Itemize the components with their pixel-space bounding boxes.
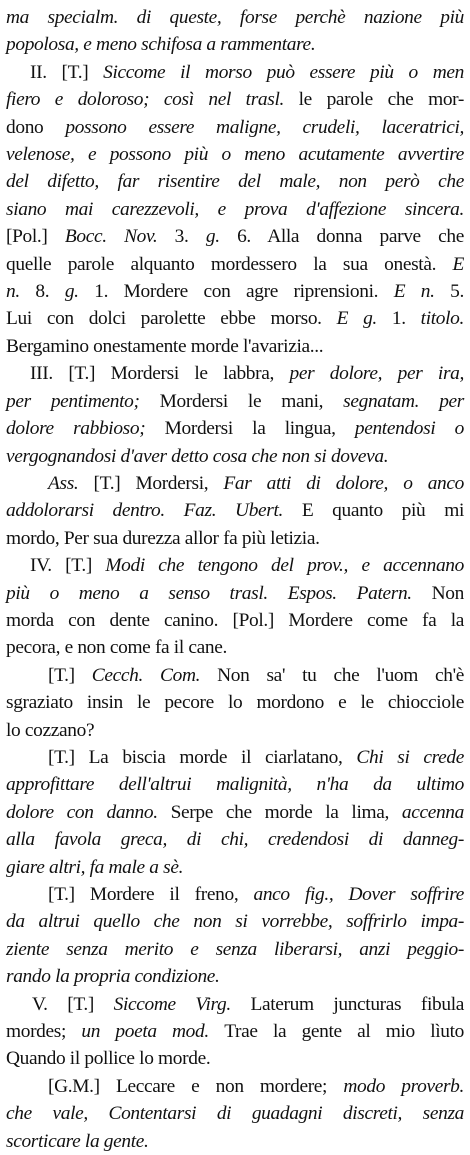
italic-text: per dolore, per ira,: [289, 363, 464, 385]
roman-text: [T.] Mordersi,: [93, 472, 224, 494]
italic-text: addolorarsi dentro. Faz. Ubert.: [6, 500, 302, 522]
text-line: [6, 607, 464, 634]
text-line: [6, 881, 464, 908]
roman-text: [T.] Mordere il freno,: [48, 884, 254, 905]
italic-text: fiero e doloroso; così nel trasl.: [6, 89, 299, 111]
italic-text: E g.: [336, 308, 392, 330]
italic-text: ma specialm. di queste, forse perchè nazione più: [6, 7, 464, 28]
roman-text: 8.: [35, 281, 65, 303]
roman-text: [G.M.] Leccare e non mordere;: [48, 1075, 344, 1097]
italic-text: più o meno a senso trasl. Espos. Patern.: [6, 582, 432, 604]
italic-text: Modi che tengono del prov., e accennano: [105, 555, 464, 577]
text-line: [6, 689, 464, 716]
text-line: [6, 634, 464, 661]
roman-text: II. [T.]: [30, 61, 104, 83]
italic-text: Bocc. Nov.: [64, 226, 175, 248]
italic-text: da altrui quello che non si vorrebbe, soffrirlo impa-: [6, 911, 464, 933]
italic-text: scorticare la gente.: [6, 1130, 149, 1152]
text-line: [6, 936, 464, 963]
italic-text: g.: [205, 226, 238, 248]
roman-text: quelle parole alquanto mordessero la sua onestà.: [6, 253, 453, 275]
italic-text: dolore rabbioso;: [6, 418, 165, 440]
roman-text: IV. [T.]: [30, 555, 106, 577]
text-line: [6, 443, 464, 470]
roman-text: 6. Alla donna parve che: [237, 226, 465, 248]
italic-text: siano mai carezzevoli, e prova d'affezione sincera.: [6, 198, 464, 220]
text-line: [6, 552, 464, 579]
text-line: [6, 717, 464, 744]
roman-text: le parole che mor-: [298, 89, 464, 111]
text-line: [6, 497, 464, 524]
roman-text: Trae la gente al mio lìuto: [224, 1021, 465, 1043]
roman-text: Mordersi la lingua,: [164, 418, 355, 440]
text-line: [6, 1045, 464, 1072]
text-line: [6, 196, 464, 223]
roman-text: Non sa' tu che l'uom ch'è: [217, 664, 465, 686]
roman-text: V. [T.]: [32, 993, 114, 1015]
italic-text: E n.: [393, 281, 451, 303]
italic-text: alla favola greca, di chi, credendosi di danneg-: [6, 829, 464, 851]
italic-text: velenose, e possono più o meno acutamente avvertire: [6, 144, 464, 166]
italic-text: Siccome il morso può essere più o men: [103, 61, 464, 83]
roman-text: [Pol.]: [6, 226, 65, 248]
text-line: [6, 415, 464, 442]
italic-text: n.: [6, 281, 36, 303]
roman-text: Laterum juncturas fibula: [250, 993, 464, 1015]
roman-text: 3.: [174, 226, 206, 248]
text-line: [6, 86, 464, 113]
roman-text: Mordersi le mani,: [159, 390, 344, 412]
text-line: [6, 141, 464, 168]
roman-text: pecora, e non come fa il cane.: [6, 637, 227, 659]
text-line: [6, 908, 464, 935]
italic-text: per pentimento;: [6, 390, 160, 412]
italic-text: che vale, Contentarsi di guadagni discreti, senza: [6, 1103, 464, 1125]
text-line: [6, 59, 464, 86]
text-line: [6, 963, 464, 990]
text-line: [6, 305, 464, 332]
italic-text: del difetto, far risentire del male, non però che: [6, 171, 464, 193]
roman-text: morda con dente canino. [Pol.] Mordere come fa la: [6, 609, 464, 631]
text-line: [6, 1018, 464, 1045]
roman-text: 5.: [450, 281, 465, 303]
text-line: [6, 662, 464, 689]
roman-text: 1. Mordere con agre riprensioni.: [94, 281, 394, 303]
text-line: [6, 31, 464, 58]
italic-text: anco fig., Dover soffrire: [253, 884, 464, 905]
roman-text: [T.] La biscia morde il ciarlatano,: [48, 746, 357, 768]
text-line: [6, 223, 464, 250]
italic-text: ziente senza merito e senza liberarsi, anzi peggio-: [6, 938, 464, 960]
text-line: [6, 799, 464, 826]
italic-text: Far atti di dolore, o anco: [223, 472, 464, 494]
text-line: [6, 854, 464, 881]
italic-text: E: [452, 253, 464, 275]
roman-text: Quando il pollice lo morde.: [6, 1048, 211, 1070]
italic-text: possono essere maligne, crudeli, laceratrici,: [65, 116, 464, 138]
italic-text: Chi si crede: [356, 746, 464, 768]
italic-text: rando la propria condizione.: [6, 966, 220, 988]
text-line: [6, 991, 464, 1018]
italic-text: modo proverb.: [343, 1075, 465, 1097]
text-line: [6, 1128, 464, 1155]
text-line: [6, 251, 464, 278]
roman-text: dono: [6, 116, 66, 138]
text-line: [6, 771, 464, 798]
italic-text: Cecch. Com.: [91, 664, 218, 686]
roman-text: Non: [431, 582, 464, 604]
roman-text: III. [T.] Mordersi le labbra,: [30, 363, 290, 385]
text-line: [6, 278, 464, 305]
text-line: [6, 114, 464, 141]
roman-text: Lui con dolci parolette ebbe morso.: [6, 308, 337, 330]
italic-text: dolore con danno.: [6, 801, 171, 823]
text-line: [6, 1073, 464, 1100]
italic-text: approfittare dell'altrui malignità, n'ha da ultimo: [6, 774, 464, 796]
italic-text: Ass.: [48, 472, 94, 494]
roman-text: mordes;: [6, 1021, 82, 1043]
text-line: [6, 1100, 464, 1127]
roman-text: [T.]: [48, 664, 92, 686]
text-line: [6, 168, 464, 195]
text-line: [6, 580, 464, 607]
text-line: [6, 744, 464, 771]
italic-text: g.: [64, 281, 95, 303]
roman-text: Serpe che morde la lima,: [170, 801, 402, 823]
italic-text: Siccome Virg.: [113, 993, 251, 1015]
italic-text: segnatam. per: [343, 390, 465, 412]
roman-text: E quanto più mi: [301, 500, 464, 522]
text-line: [6, 388, 464, 415]
italic-text: accenna: [401, 801, 464, 823]
roman-text: Bergamino onestamente morde l'avarizia...: [6, 335, 324, 357]
italic-text: pentendosi o: [354, 418, 464, 440]
roman-text: lo cozzano?: [6, 719, 95, 741]
italic-text: titolo.: [420, 308, 464, 330]
roman-text: mordo, Per sua durezza allor fa più letizia.: [6, 527, 320, 549]
italic-text: vergognandosi d'aver detto cosa che non si doveva.: [6, 445, 389, 467]
text-line: [6, 360, 464, 387]
text-line: [6, 333, 464, 360]
roman-text: 1.: [391, 308, 421, 330]
italic-text: giare altri, fa male a sè.: [6, 856, 184, 878]
text-line: [6, 470, 464, 497]
text-line: [6, 525, 464, 552]
text-line: [6, 4, 464, 31]
text-line: [6, 826, 464, 853]
italic-text: popolosa, e meno schifosa a rammentare.: [6, 34, 316, 56]
roman-text: sgraziato insin le pecore lo mordono e le chiocciole: [6, 692, 464, 714]
italic-text: un poeta mod.: [81, 1021, 225, 1043]
